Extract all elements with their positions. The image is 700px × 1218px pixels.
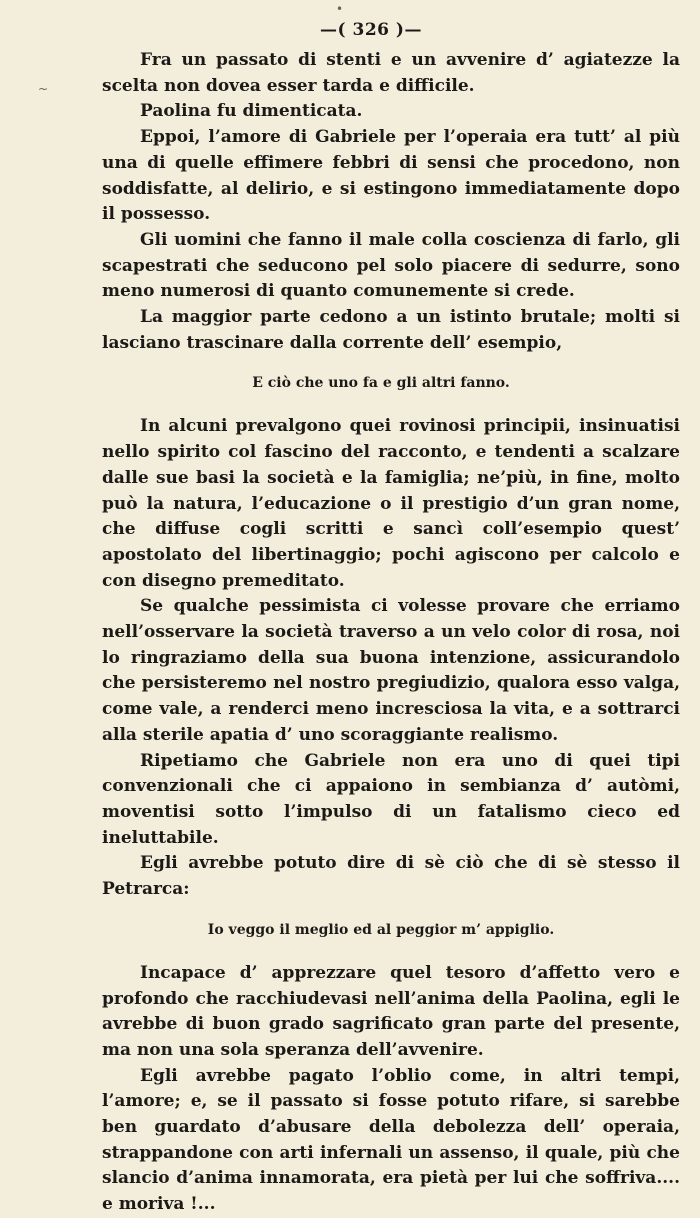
paragraph-9: Egli avrebbe potuto dire di sè ciò che di sè stesso il Petrarca: bbox=[102, 853, 680, 900]
quoted-verse-2: Io veggo il meglio ed al peggior m’ appiglio. bbox=[207, 921, 555, 938]
paragraph-8: Ripetiamo che Gabriele non era uno di quei tipi convenzionali che ci appaiono in sembianza d’ autòmi, moventisi sotto l’impulso di un fatalismo cieco ed ineluttabile. bbox=[102, 750, 680, 848]
paragraph-3: Eppoi, l’amore di Gabriele per l’operaia era tutt’ al più una di quelle effimere febbri di sensi che procedono, non soddisfatte, al delirio, e si estingono immediatamente dopo il possesso. bbox=[102, 127, 680, 225]
paragraph-4: Gli uomini che fanno il male colla coscienza di farlo, gli scapestrati che seducono pel solo piacere di sedurre, sono meno numerosi di quanto comunemente si crede. bbox=[102, 229, 680, 302]
margin-mark: ~ bbox=[38, 82, 49, 96]
ink-speck-top: • bbox=[336, 2, 344, 16]
paragraph-11: Egli avrebbe pagato l’oblio come, in altri tempi, l’amore; e, se il passato si fosse potuto rifare, si sarebbe ben guardato d’abusare della debolezza dell’ operaia, strappandone con arti infernali un assenso, il quale, più che slancio d’anima innamorata, era pietà per lui che soffriva.... e moriva !... bbox=[102, 1065, 680, 1215]
quoted-verse-1: E ciò che uno fa e gli altri fanno. bbox=[252, 375, 510, 392]
page-body bbox=[102, 48, 680, 1218]
paragraph-6: In alcuni prevalgono quei rovinosi principii, insinuatisi nello spirito col fascino del racconto, e tendenti a scalzare dalle sue basi la società e la famiglia; ne’più, in fine, molto può la natura, l’educazione o il prestigio d’un gran nome, che diffuse cogli scritti e sancì coll’esempio quest’ apostolato del libertinaggio; pochi agiscono per calcolo e con disegno premeditato. bbox=[102, 416, 680, 591]
page-number: —( 326 )— bbox=[320, 20, 422, 40]
paragraph-10: Incapace d’ apprezzare quel tesoro d’affetto vero e profondo che racchiudevasi nell’anima della Paolina, egli le avrebbe di buon grado sagrificato gran parte del presente, ma non una sola speranza dell’avvenire. bbox=[102, 962, 680, 1060]
paragraph-1: Fra un passato di stenti e un avvenire d’ agiatezze la scelta non dovea esser tarda e difficile. bbox=[102, 50, 680, 96]
paragraph-5: La maggior parte cedono a un istinto brutale; molti si lasciano trascinare dalla corrente dell’ esempio, bbox=[102, 307, 680, 353]
paragraph-7: Se qualche pessimista ci volesse provare che erriamo nell’osservare la società traverso a un velo color di rosa, noi lo ringraziamo della sua buona intenzione, assicurandolo che persisteremo nel nostro pregiudizio, qualora esso valga, come vale, a renderci meno incresciosa la vita, e a sottrarci alla sterile apatia d’ uno scoraggiante realismo. bbox=[102, 596, 680, 745]
paragraph-2: Paolina fu dimenticata. bbox=[140, 101, 363, 122]
